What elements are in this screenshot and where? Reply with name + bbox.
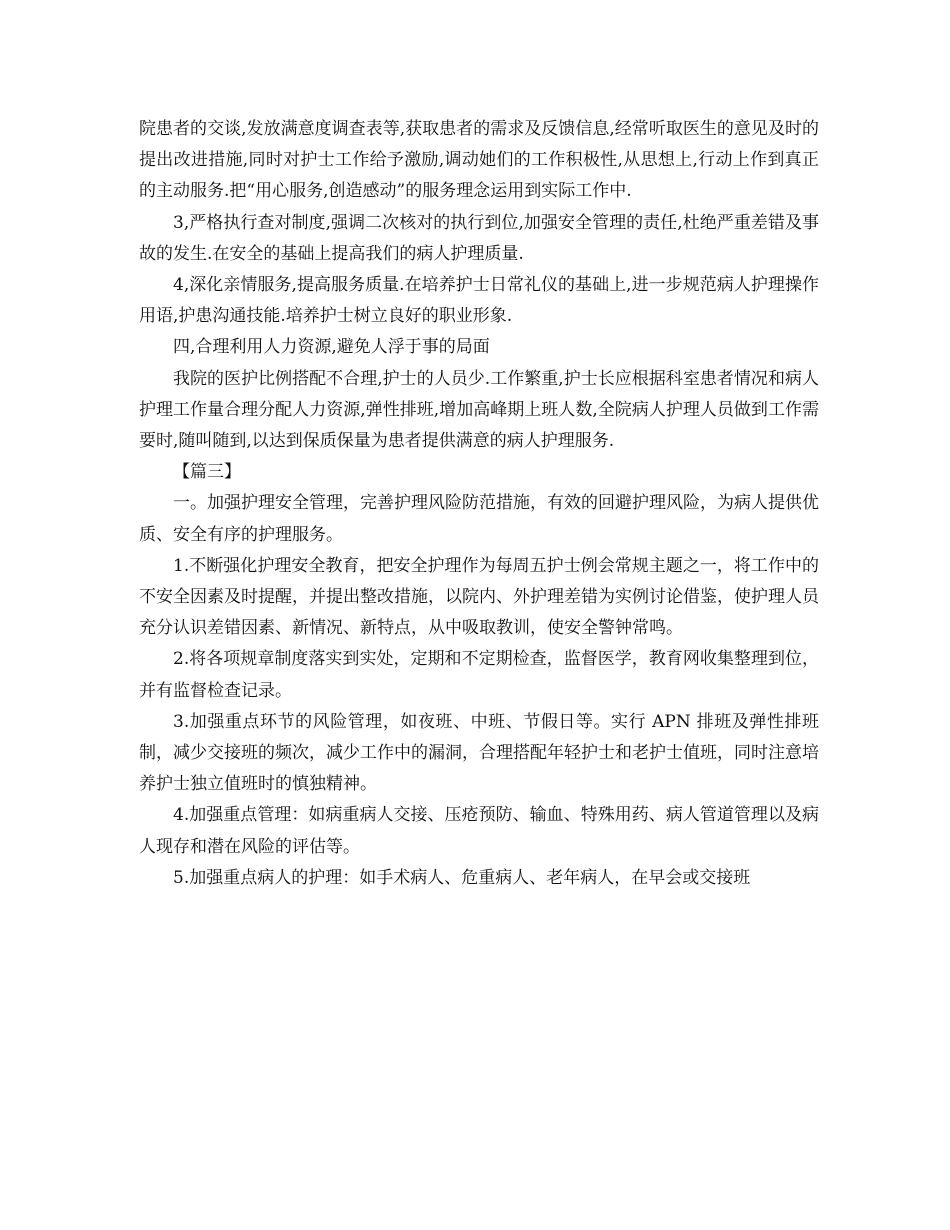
paragraph-point-5: 5.加强重点病人的护理：如手术病人、危重病人、老年病人，在早会或交接班 (173, 867, 751, 888)
paragraph-staffing: 我院的医护比例搭配不合理,护士的人员少.工作繁重,护士长应根据科室患者情况和病人护理工作量合理分配人力资源,弹性排班,增加高峰期上班人数,全院病人护理人员做到工作需要时,随叫随到,以达到保质保量为患者提供满意的病人护理服务. (139, 368, 819, 452)
paragraph-continuation: 院患者的交谈,发放满意度调查表等,获取患者的需求及反馈信息,经常听取医生的意见及时的提出改进措施,同时对护士工作给予激励,调动她们的工作积极性,从思想上,行动上作到真正的主动服务.把“用心服务,创造感动”的服务理念运用到实际工作中. (139, 119, 819, 202)
section-heading-part-three: 【篇三】 (173, 462, 241, 483)
paragraph-safety-management: 一。加强护理安全管理，完善护理风险防范措施，有效的回避护理风险，为病人提供优质、安全有序的护理服务。 (139, 493, 819, 545)
paragraph-point-2: 2.将各项规章制度落实到实处，定期和不定期检查，监督医学，教育网收集整理到位，并有监督检查记录。 (139, 649, 819, 701)
paragraph-item-4: 4,深化亲情服务,提高服务质量.在培养护士日常礼仪的基础上,进一步规范病人护理操作用语,护患沟通技能.培养护士树立良好的职业形象. (139, 275, 819, 327)
paragraph-point-3: 3.加强重点环节的风险管理，如夜班、中班、节假日等。实行 APN 排班及弹性排班制，减少交接班的频次，减少工作中的漏洞，合理搭配年轻护士和老护士值班，同时注意培养护士独立值班时的慎独精神。 (139, 711, 819, 795)
paragraph-item-3: 3,严格执行查对制度,强调二次核对的执行到位,加强安全管理的责任,杜绝严重差错及事故的发生.在安全的基础上提高我们的病人护理质量. (139, 212, 819, 264)
paragraph-point-1: 1.不断强化护理安全教育，把安全护理作为每周五护士例会常规主题之一，将工作中的不安全因素及时提醒，并提出整改措施，以院内、外护理差错为实例讨论借鉴，使护理人员充分认识差错因素、新情况、新特点，从中吸取教训，使安全警钟常鸣。 (139, 555, 819, 639)
section-heading-four: 四,合理利用人力资源,避免人浮于事的局面 (173, 337, 490, 358)
document-body (139, 114, 819, 894)
paragraph-point-4: 4.加强重点管理：如病重病人交接、压疮预防、输血、特殊用药、病人管道管理以及病人现存和潜在风险的评估等。 (139, 805, 819, 857)
